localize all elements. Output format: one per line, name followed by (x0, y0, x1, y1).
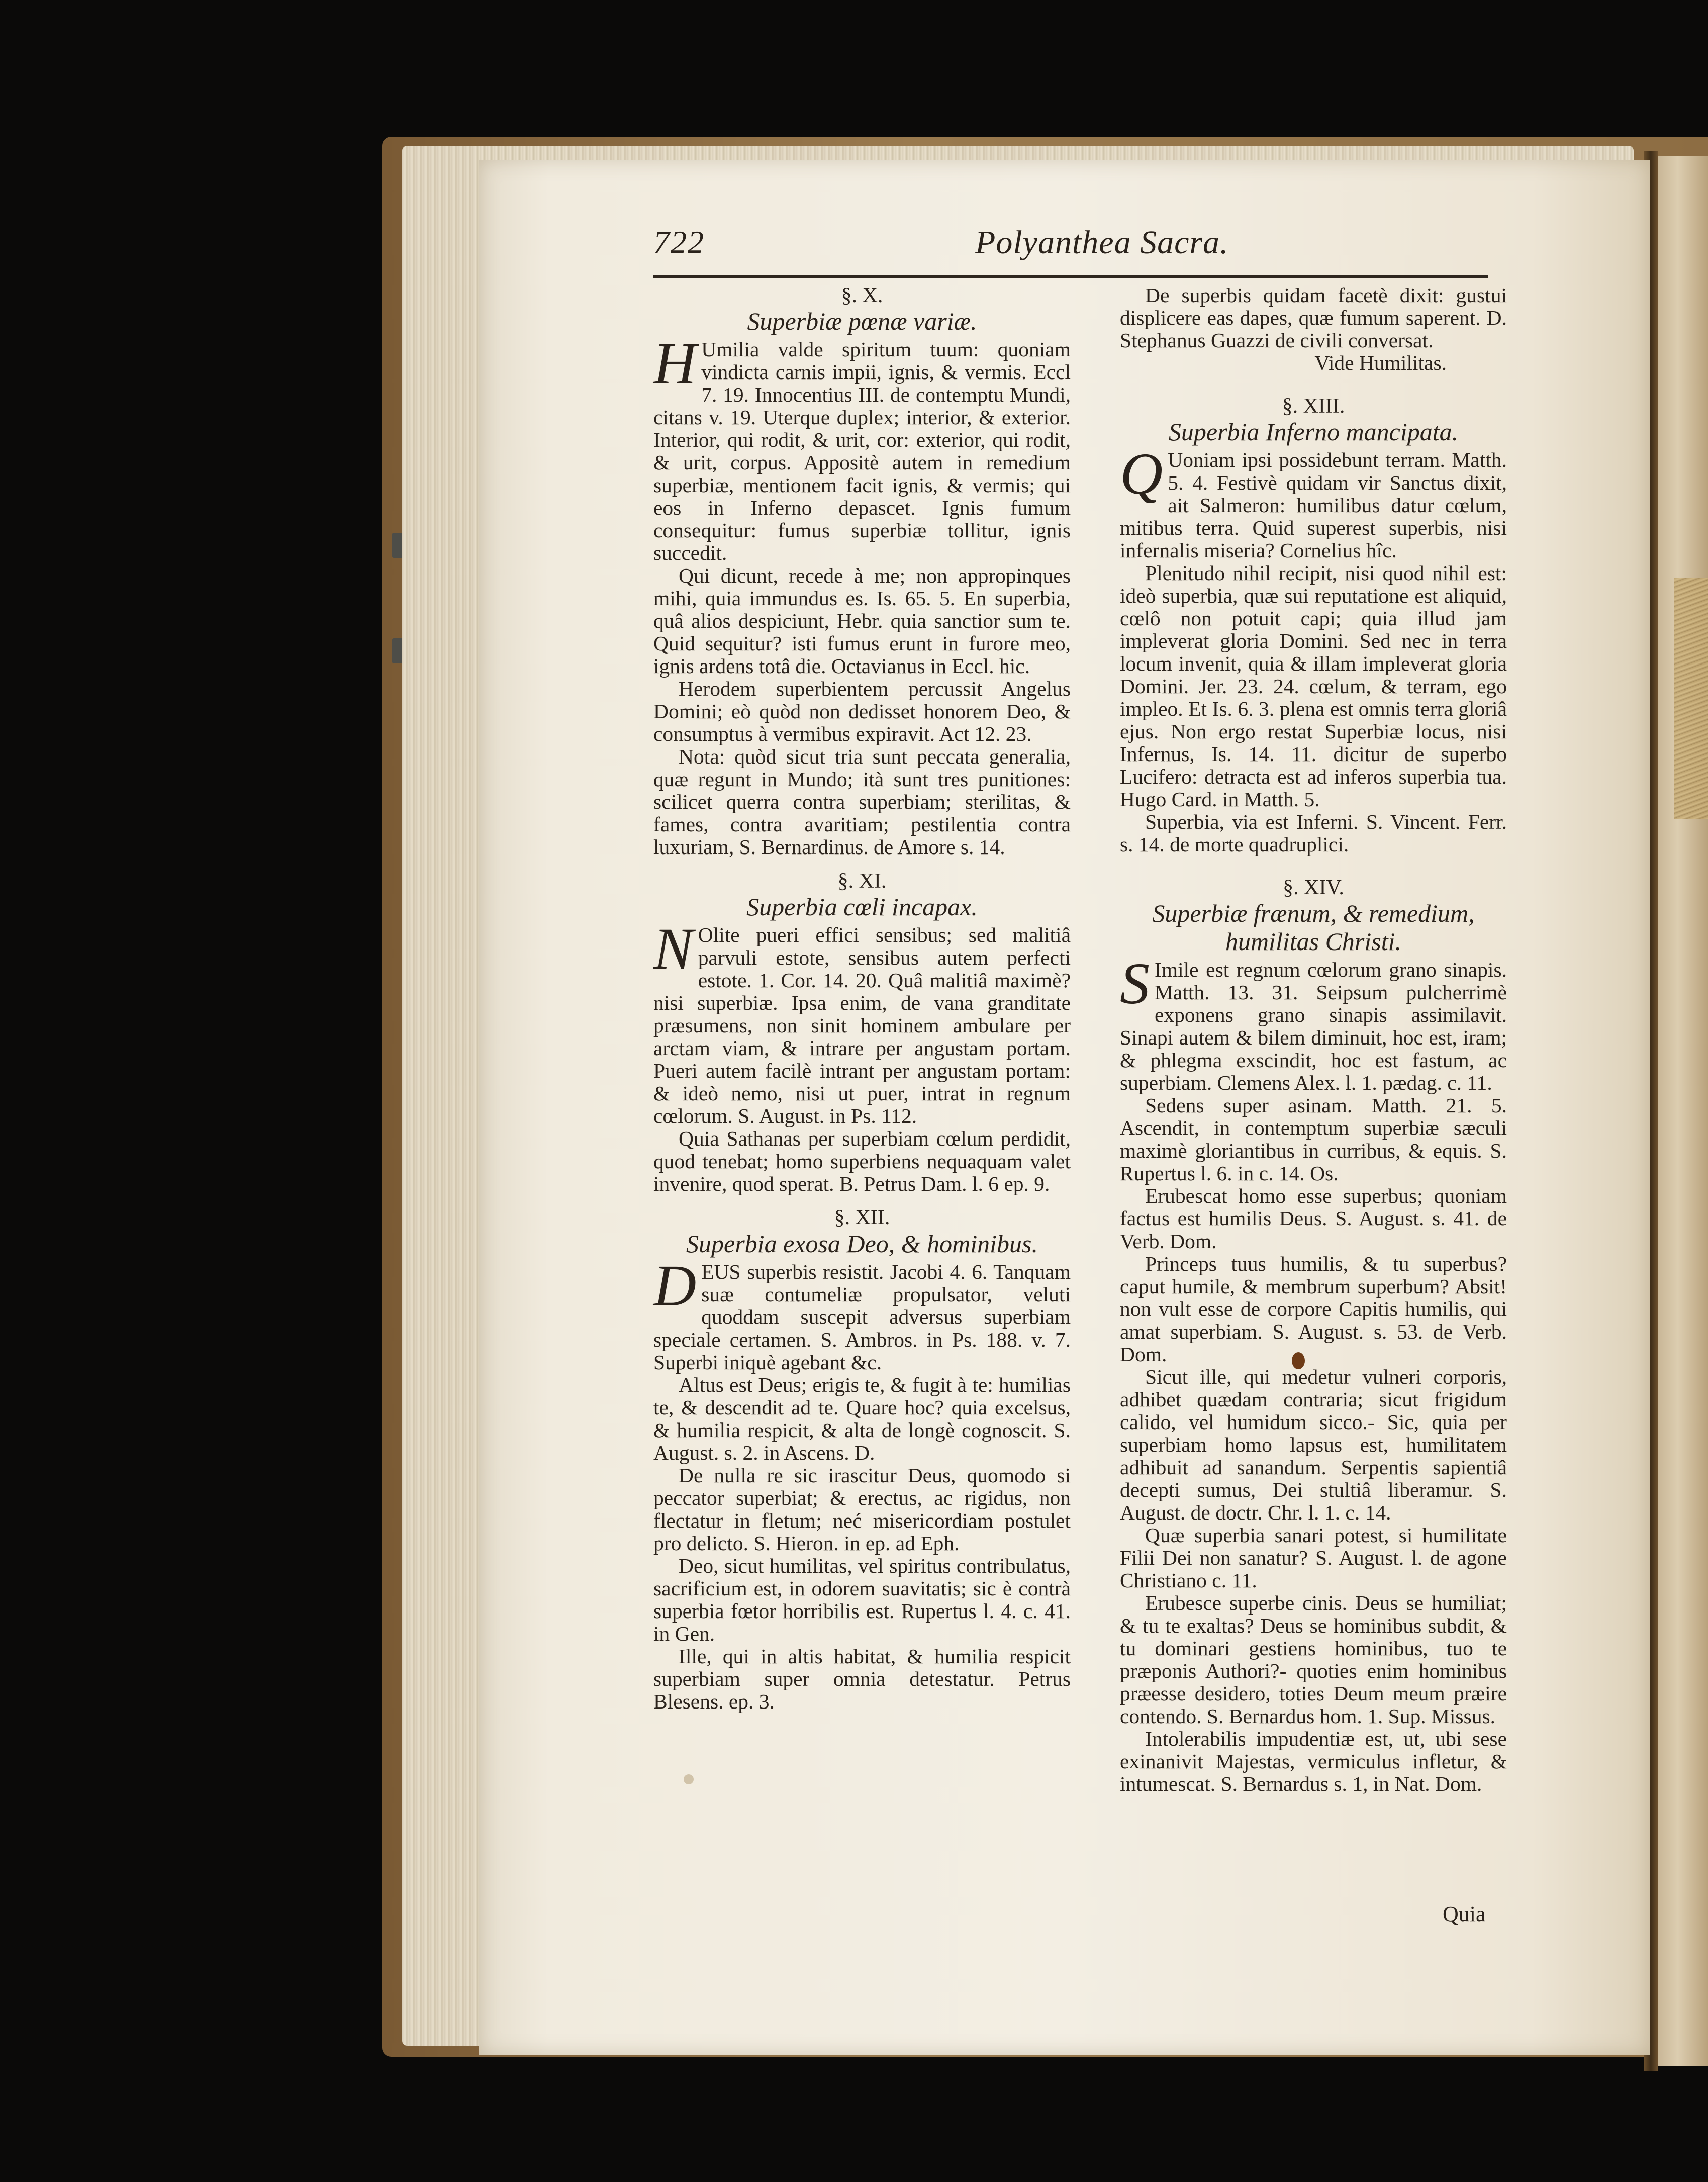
section-x-title: Superbiæ pœnæ variæ. (747, 307, 977, 335)
section-xiii-paragraph: Plenitudo nihil recipit, nisi quod nihil est: ideò superbia, quæ sui reputatione est aliquid, cœlô non potuit capi; quia illud jam impleverat gloria Domini. Sed nec in terra locum invenit, quia & illam impleverat gloria Domini. Jer. 23. 24. cœlum, & terram, ego impleo. Et Is. 6. 3. plena est omnis terra gloriâ ejus. Non ergo restat Superbiæ locus, nisi Infernus, Is. 14. 11. dicitur de superbo Lucifero: detracta est ad inferos superbia tua. Hugo Card. in Matth. 5. (1120, 561, 1507, 811)
section-xii-paragraph: Deo, sicut humilitas, vel spiritus contribulatus, sacrificium est, in odorem suavitatis; sic è contrà superbia fœtor horribilis est. Rupertus l. 4. c. 41. in Gen. (653, 1554, 1071, 1645)
section-x-paragraph: Qui dicunt, recede à me; non appropinques mihi, quia immundus es. Is. 65. 5. En superbia, quâ alios despiciunt, Hebr. quia sanctior sum te. Quid sequitur? isti fumus erunt in furore meo, ignis ardens totâ die. Octavianus in Eccl. hic. (653, 564, 1071, 678)
section-xiv-paragraph: S Imile est regnum cœlorum grano sinapis. Matth. 13. 31. Seipsum pulcherrimè exponens grano sinapis assimilavit. Sinapi autem & bilem diminuit, hoc est, iram; & phlegma exscindit, hoc est fastum, ac superbiam. Clemens Alex. l. 1. pædag. c. 11. (1120, 951, 1507, 1094)
section-xii-paragraph: DEUS superbis resistit. Jacobi 4. 6. Tanquam suæ contumeliæ propulsator, veluti quoddam suscepit adversus superbiam speciale certamen. S. Ambros. in Ps. 188. v. 7. Superbi iniquè agebant &c. (653, 1253, 1071, 1374)
section-xiv-paragraph: Quæ superbia sanari potest, si humilitate Filii Dei non sanatur? S. August. l. de agone Christiano c. 11. (1120, 1524, 1507, 1592)
drop-cap: S (1120, 951, 1150, 1016)
section-xiv-paragraph: Sedens super asinam. Matth. 21. 5. Ascendit, in contemptum superbiæ sæculi maximè gloriantibus in curribus, & equis. S. Rupertus l. 6. in c. 14. Os. (1120, 1094, 1507, 1185)
left-column (653, 284, 1071, 1713)
section-x-paragraph: Nota: quòd sicut tria sunt peccata generalia, quæ regunt in Mundo; ità sunt tres punitiones: scilicet querra contra superbiam; sterilitas, & fames, contra avaritiam; pestilentia contra luxuriam, S. Bernardinus. de Amore s. 14. (653, 745, 1071, 859)
section-xi-number: §. XI. (837, 870, 887, 893)
section-x-number: §. X. (841, 284, 883, 307)
drop-cap: H (653, 330, 697, 396)
section-xi-title: Superbia cœli incapax. (746, 893, 978, 921)
section-xi-paragraph: N Olite pueri effici sensibus; sed malitiâ parvuli estote, sensibus autem perfecti estote. 1. Cor. 14. 20. Quâ malitiâ maximè? nisi superbiæ. Ipsa enim, de vana granditate præsumens, non sinit hominem ambulare per arctam viam, & intrare per angustam portam. Pueri autem facilè intrant per angustam portam: & ideò nemo, nisi ut puer, intrat in regnum cœlorum. S. August. in Ps. 112. (653, 916, 1071, 1127)
section-xi-paragraph: Quia Sathanas per superbiam cœlum perdidit, quod tenebat; homo superbiens nequaquam valet invenire, quod sperat. B. Petrus Dam. l. 6 ep. 9. (653, 1127, 1071, 1195)
section-xiii-paragraph: Q Uoniam ipsi possidebunt terram. Matth. 5. 4. Festivè quidam vir Sanctus dixit, ait Salmeron: humilibus datur cœlum, mitibus terra. Quid superest superbis, nisi infernalis miseria? Cornelius hîc. (1120, 441, 1507, 562)
cross-reference: Vide Humilitas. (1314, 351, 1447, 374)
section-xii-paragraph: Altus est Deus; erigis te, & fugit à te: humilias te, & descendit ad te. Quare hoc? quia excelsus, & humilia respicit, & alta de longè cognoscit. S. August. s. 2. in Ascens. D. (653, 1373, 1071, 1464)
drop-cap: Q (1120, 441, 1163, 507)
section-xiv-paragraph: Erubesce superbe cinis. Deus se humiliat; & tu te exaltas? Deus se hominibus subdit, & tu dominari gestiens hominibus, tuo te præponis Authori?- quoties enim hominibus præesse desidero, toties Deum meum præire contendo. S. Bernardus hom. 1. Sup. Missus. (1120, 1591, 1507, 1728)
running-title: Polyanthea Sacra. (975, 224, 1229, 261)
section-xii-continued-paragraph: De superbis quidam facetè dixit: gustui displicere eas dapes, quæ fumum saperent. D. Stephanus Guazzi de civili conversat. (1120, 283, 1507, 352)
section-xiv-title-line1: Superbiæ frænum, & remedium, (1152, 899, 1475, 927)
section-xiv-paragraph: Intolerabilis impudentiæ est, ut, ubi sese exinanivit Majestas, vermiculus infletur, & intumescat. S. Bernardus s. 1, in Nat. Dom. (1120, 1727, 1507, 1795)
section-xiii-paragraph: Superbia, via est Inferni. S. Vincent. Ferr. s. 14. de morte quadruplici. (1120, 810, 1507, 856)
section-xii-title: Superbia exosa Deo, & hominibus. (686, 1229, 1038, 1258)
section-xiii-title: Superbia Inferno mancipata. (1168, 418, 1459, 446)
page-header (653, 224, 1488, 274)
section-xiv-paragraph: Sicut ille, qui medetur vulneri corporis, adhibet quædam contraria; sicut frigidum calido, vel humidum sicco.- Sic, quia per superbiam homo lapsus est, humilitatem adhibuit ad sanandum. Serpentis sapientiâ decepti sumus, Dei stultiâ liberamur. S. August. de doctr. Chr. l. 1. c. 14. (1120, 1365, 1507, 1524)
header-rule (653, 275, 1488, 278)
section-xiv-paragraph: Princeps tuus humilis, & tu superbus? caput humile, & membrum superbum? Absit! non vult esse de corpore Capitis humilis, qui amat superbiam. S. August. s. 53. de Verb. Dom. (1120, 1252, 1507, 1366)
section-x-paragraph: Herodem superbientem percussit Angelus Domini; eò quòd non dedisset honorem Deo, & consumptus à vermibus expiravit. Act 12. 23. (653, 677, 1071, 745)
section-xii-paragraph: De nulla re sic irascitur Deus, quomodo si peccator superbiat; & erectus, ac rigidus, non flectatur in fletum; neć misericordiam postulet pro delicto. S. Hieron. in ep. ad Eph. (653, 1464, 1071, 1555)
section-xiv-paragraph: Erubescat homo esse superbus; quoniam factus est humilis Deus. S. August. s. 41. de Verb. Dom. (1120, 1184, 1507, 1253)
section-xiv-number: §. XIV. (1283, 876, 1344, 899)
catchword: Quia (1443, 1902, 1486, 1926)
section-xii-number: §. XII. (834, 1206, 890, 1229)
right-column (1120, 284, 1507, 1795)
drop-cap: N (653, 916, 693, 982)
drop-cap: D (653, 1253, 697, 1318)
section-x-paragraph: H Umilia valde spiritum tuum: quoniam vindicta carnis impii, ignis, & vermis. Eccl 7. 19. Innocentius III. de contemptu Mundi, citans v. 19. Uterque duplex; interior, & exterior. Interior, qui rodit, & urit, cor: exterior, qui rodit, & urit, corpus. Appositè autem in remedium superbiæ, mentionem facit ignis, & vermis; qui eos in Inferno depascet. Ignis fumum consequitur: fumus superbiæ tollitur, ignis succedit. (653, 330, 1071, 564)
section-xiv-title-line2: humilitas Christi. (1225, 927, 1402, 956)
section-xiii-number: §. XIII. (1282, 395, 1345, 418)
page-number: 722 (653, 224, 705, 260)
section-xii-paragraph: Ille, qui in altis habitat, & humilia respicit superbiam super omnia detestatur. Petrus Blesens. ep. 3. (653, 1645, 1071, 1713)
